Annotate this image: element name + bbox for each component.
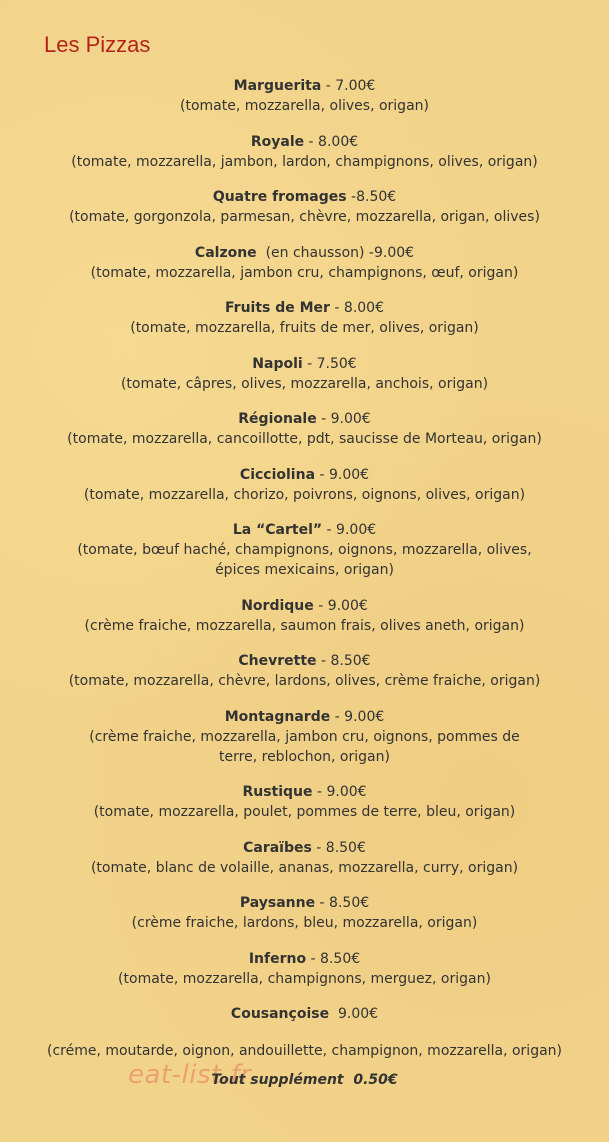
item-ingredients: (tomate, blanc de volaille, ananas, mozzarella, curry, origan) xyxy=(90,859,519,876)
item-ingredients: (tomate, mozzarella, jambon, lardon, champignons, olives, origan) xyxy=(71,153,538,170)
item-name: Fruits de Mer xyxy=(225,300,330,316)
item-ingredients: (crème fraiche, mozzarella, saumon frais, olives aneth, origan) xyxy=(84,617,525,634)
item-name: Cicciolina xyxy=(239,466,316,483)
item-name: Calzone xyxy=(194,244,257,261)
menu-item xyxy=(0,243,609,283)
item-price: - 8.00€ xyxy=(304,133,359,150)
item-price: - 7.00€ xyxy=(321,78,376,94)
item-price: - 8.50€ xyxy=(316,653,371,669)
item-price: -8.50€ xyxy=(346,189,397,205)
item-name: Cousançoise xyxy=(230,1006,330,1022)
item-name: Chevrette xyxy=(238,653,317,669)
supplement-note: Tout supplément 0.50€ xyxy=(211,1072,398,1088)
item-ingredients: (tomate, mozzarella, jambon cru, champignons, œuf, origan) xyxy=(90,264,519,281)
menu-item xyxy=(0,893,609,933)
item-price: 9.00€ xyxy=(329,1006,379,1022)
menu-item xyxy=(0,465,609,505)
menu-item xyxy=(0,187,609,227)
item-ingredients: (tomate, mozzarella, chèvre, lardons, olives, crème fraiche, origan) xyxy=(68,673,541,689)
item-price: - 8.50€ xyxy=(306,950,361,967)
menu-item xyxy=(0,596,609,636)
menu-item xyxy=(0,651,609,691)
item-name: Napoli xyxy=(252,355,303,372)
item-name: Inferno xyxy=(248,950,307,967)
menu-item xyxy=(0,354,609,394)
item-ingredients: (crème fraiche, mozzarella, jambon cru, oignons, pommes de terre, reblochon, origan) xyxy=(89,728,520,765)
menu-item xyxy=(0,782,609,822)
item-name: Paysanne xyxy=(239,895,316,911)
item-name: Nordique xyxy=(241,597,314,614)
item-ingredients: (crème fraiche, lardons, bleu, mozzarella, origan) xyxy=(131,915,478,931)
item-price: - 9.00€ xyxy=(322,522,377,538)
item-name: Royale xyxy=(250,133,305,150)
item-price: - 8.50€ xyxy=(315,895,370,911)
item-price: - 9.00€ xyxy=(316,411,371,427)
item-ingredients: (tomate, câpres, olives, mozzarella, anchois, origan) xyxy=(120,375,489,392)
item-name: Montagnarde xyxy=(224,708,331,725)
item-ingredients: (tomate, mozzarella, poulet, pommes de terre, bleu, origan) xyxy=(93,804,516,820)
item-ingredients: (tomate, mozzarella, fruits de mer, olives, origan) xyxy=(130,320,479,336)
menu-item xyxy=(0,949,609,989)
item-ingredients: (créme, moutarde, oignon, andouillette, champignon, mozzarella, origan) xyxy=(46,1043,562,1059)
menu-item xyxy=(0,298,609,338)
item-ingredients: (tomate, bœuf haché, champignons, oignons, mozzarella, olives, épices mexicains, origan) xyxy=(77,542,532,578)
item-name: Marguerita xyxy=(233,78,322,94)
item-ingredients: (tomate, gorgonzola, parmesan, chèvre, mozzarella, origan, olives) xyxy=(69,209,540,225)
item-ingredients: (tomate, mozzarella, olives, origan) xyxy=(180,98,429,114)
item-price: - 9.00€ xyxy=(330,708,385,725)
pizza-menu xyxy=(0,76,609,1077)
item-price: - 7.50€ xyxy=(302,355,357,372)
item-price: - 8.50€ xyxy=(311,839,366,856)
item-name: Rustique xyxy=(242,784,313,800)
menu-item xyxy=(0,76,609,116)
menu-item xyxy=(0,707,609,767)
watermark-logo: eat-list.fr xyxy=(128,1060,252,1090)
menu-item xyxy=(0,132,609,172)
menu-item xyxy=(0,409,609,449)
item-price: - 9.00€ xyxy=(312,784,367,800)
item-price: - 8.00€ xyxy=(329,300,384,316)
item-name: La “Cartel” xyxy=(232,522,323,538)
item-name: Caraïbes xyxy=(243,839,312,856)
item-name: Quatre fromages xyxy=(212,189,347,205)
page-title: Les Pizzas xyxy=(44,32,151,57)
item-ingredients: (tomate, mozzarella, chorizo, poivrons, oignons, olives, origan) xyxy=(83,486,526,503)
item-price: - 9.00€ xyxy=(315,466,370,483)
item-ingredients: (tomate, mozzarella, cancoillotte, pdt, saucisse de Morteau, origan) xyxy=(67,431,542,447)
item-name: Régionale xyxy=(238,411,317,427)
menu-item xyxy=(0,1004,609,1061)
menu-item xyxy=(0,520,609,580)
item-ingredients: (tomate, mozzarella, champignons, merguez, origan) xyxy=(118,970,491,987)
item-price: - 9.00€ xyxy=(313,597,368,614)
item-price: (en chausson) -9.00€ xyxy=(256,244,415,261)
menu-item xyxy=(0,838,609,878)
